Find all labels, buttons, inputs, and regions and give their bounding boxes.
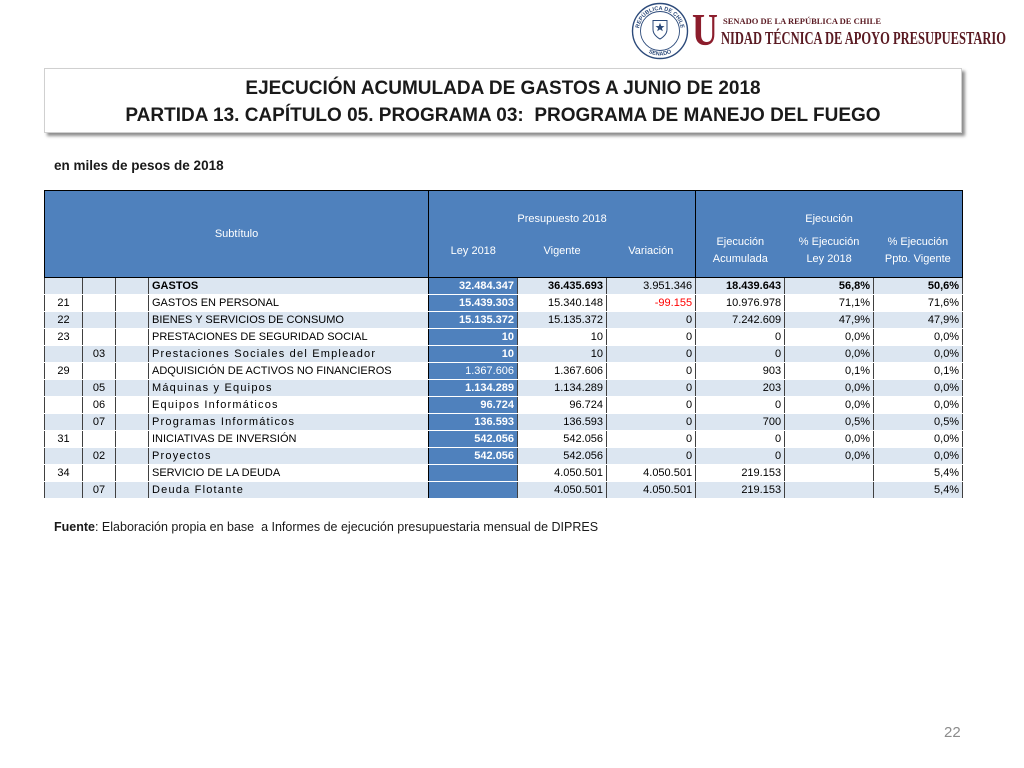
- item-cell: [83, 278, 116, 295]
- denominacion-cell: Programas Informáticos: [149, 414, 429, 431]
- vigente-cell: 36.435.693: [518, 278, 607, 295]
- vigente-cell: 542.056: [518, 448, 607, 465]
- header-line: % Ejecución: [887, 236, 949, 249]
- ejecucion-acumulada-cell: 0: [696, 448, 785, 465]
- vigente-cell: 10: [518, 329, 607, 346]
- asignacion-cell: [116, 278, 149, 295]
- subtitulo-cell: 31: [45, 431, 83, 448]
- ejecucion-acumulada-cell: 10.976.978: [696, 295, 785, 312]
- table-body: [45, 278, 963, 499]
- pct-ejecucion-vigente-cell: 50,6%: [874, 278, 963, 295]
- variacion-cell: 0: [607, 431, 696, 448]
- ley-2018-cell: 32.484.347: [429, 278, 518, 295]
- subtitulo-cell: 22: [45, 312, 83, 329]
- denominacion-cell: BIENES Y SERVICIOS DE CONSUMO: [149, 312, 429, 329]
- table-header-row: [45, 191, 963, 234]
- header-line: Acumulada: [712, 253, 768, 266]
- logo-initial: U: [692, 4, 718, 55]
- table-row: [45, 295, 963, 312]
- table-row: [45, 448, 963, 465]
- subtitulo-cell: 29: [45, 363, 83, 380]
- pct-ejecucion-vigente-cell: 0,0%: [874, 397, 963, 414]
- budget-execution-table: [44, 190, 963, 499]
- table-row: [45, 312, 963, 329]
- vigente-cell: 15.135.372: [518, 312, 607, 329]
- variacion-cell: 4.050.501: [607, 482, 696, 499]
- subtitulo-cell: [45, 278, 83, 295]
- subtitulo-cell: [45, 482, 83, 499]
- logo-senate-name: SENADO DE LA REPÚBLICA DE CHILE: [723, 16, 881, 26]
- header-line: % Ejecución: [798, 236, 860, 249]
- page-title: EJECUCIÓN ACUMULADA DE GASTOS A JUNIO DE 2018: [245, 78, 761, 99]
- ley-2018-cell: 10: [429, 346, 518, 363]
- ejecucion-acumulada-cell: 903: [696, 363, 785, 380]
- asignacion-cell: [116, 431, 149, 448]
- ejecucion-acumulada-cell: 18.439.643: [696, 278, 785, 295]
- ejecucion-acumulada-cell: 0: [696, 346, 785, 363]
- pct-ejecucion-ley-cell: 0,0%: [785, 448, 874, 465]
- pct-ejecucion-ley-cell: 71,1%: [785, 295, 874, 312]
- asignacion-cell: [116, 448, 149, 465]
- units-note: en miles de pesos de 2018: [54, 158, 224, 173]
- pct-ejecucion-vigente-cell: 0,1%: [874, 363, 963, 380]
- header-ley-2018: Ley 2018: [429, 234, 518, 278]
- variacion-cell: 0: [607, 312, 696, 329]
- subtitulo-cell: [45, 414, 83, 431]
- variacion-cell: 0: [607, 363, 696, 380]
- table-row: [45, 482, 963, 499]
- ley-2018-cell: 136.593: [429, 414, 518, 431]
- item-cell: 06: [83, 397, 116, 414]
- table-row: [45, 329, 963, 346]
- item-cell: [83, 363, 116, 380]
- vigente-cell: 1.134.289: [518, 380, 607, 397]
- ley-2018-cell: 96.724: [429, 397, 518, 414]
- denominacion-cell: GASTOS: [149, 278, 429, 295]
- subtitulo-cell: 21: [45, 295, 83, 312]
- ley-2018-cell: 10: [429, 329, 518, 346]
- subtitulo-cell: 34: [45, 465, 83, 482]
- denominacion-cell: Proyectos: [149, 448, 429, 465]
- ley-2018-cell: 1.367.606: [429, 363, 518, 380]
- asignacion-cell: [116, 312, 149, 329]
- variacion-cell: 3.951.346: [607, 278, 696, 295]
- ley-2018-cell: 542.056: [429, 431, 518, 448]
- header-pct-ejecucion-ley-2018: [785, 234, 874, 278]
- header-variacion: Variación: [607, 234, 696, 278]
- vigente-cell: 542.056: [518, 431, 607, 448]
- ley-2018-cell: 1.134.289: [429, 380, 518, 397]
- header-presupuesto-2018: Presupuesto 2018: [429, 191, 696, 234]
- header-pct-ejecucion-ppto-vigente: [874, 234, 963, 278]
- table-row: [45, 346, 963, 363]
- ley-2018-cell: 542.056: [429, 448, 518, 465]
- variacion-cell: 0: [607, 448, 696, 465]
- variacion-cell: 0: [607, 346, 696, 363]
- item-cell: [83, 329, 116, 346]
- pct-ejecucion-ley-cell: 47,9%: [785, 312, 874, 329]
- table-row: [45, 414, 963, 431]
- header-vigente: Vigente: [518, 234, 607, 278]
- denominacion-cell: Deuda Flotante: [149, 482, 429, 499]
- asignacion-cell: [116, 482, 149, 499]
- header-line: Ley 2018: [806, 253, 852, 266]
- denominacion-cell: ADQUISICIÓN DE ACTIVOS NO FINANCIEROS: [149, 363, 429, 380]
- pct-ejecucion-ley-cell: 0,0%: [785, 431, 874, 448]
- subtitulo-cell: [45, 397, 83, 414]
- ejecucion-acumulada-cell: 7.242.609: [696, 312, 785, 329]
- item-cell: 07: [83, 414, 116, 431]
- subtitulo-cell: 23: [45, 329, 83, 346]
- header-line: Ejecución: [716, 236, 765, 249]
- asignacion-cell: [116, 414, 149, 431]
- subtitulo-cell: [45, 346, 83, 363]
- denominacion-cell: GASTOS EN PERSONAL: [149, 295, 429, 312]
- pct-ejecucion-vigente-cell: 5,4%: [874, 482, 963, 499]
- vigente-cell: 15.340.148: [518, 295, 607, 312]
- pct-ejecucion-ley-cell: 0,0%: [785, 329, 874, 346]
- pct-ejecucion-ley-cell: 0,0%: [785, 397, 874, 414]
- item-cell: 07: [83, 482, 116, 499]
- item-cell: 03: [83, 346, 116, 363]
- variacion-cell: 4.050.501: [607, 465, 696, 482]
- item-cell: 02: [83, 448, 116, 465]
- pct-ejecucion-vigente-cell: 5,4%: [874, 465, 963, 482]
- variacion-cell: 0: [607, 380, 696, 397]
- page-subtitle: PARTIDA 13. CAPÍTULO 05. PROGRAMA 03: PROGRAMA DE MANEJO DEL FUEGO: [125, 105, 881, 126]
- pct-ejecucion-ley-cell: 0,0%: [785, 380, 874, 397]
- ley-2018-cell: 15.439.303: [429, 295, 518, 312]
- ejecucion-acumulada-cell: 0: [696, 329, 785, 346]
- star-icon: [656, 23, 665, 32]
- seal-bottom-text-path: SENADO: [647, 49, 673, 58]
- variacion-cell: 0: [607, 397, 696, 414]
- logo-unit-name: NIDAD TÉCNICA DE APOYO PRESUPUESTARIO: [721, 28, 1006, 49]
- table-row: [45, 363, 963, 380]
- denominacion-cell: Prestaciones Sociales del Empleador: [149, 346, 429, 363]
- page-number: 22: [944, 724, 961, 741]
- pct-ejecucion-vigente-cell: 0,0%: [874, 346, 963, 363]
- asignacion-cell: [116, 397, 149, 414]
- asignacion-cell: [116, 295, 149, 312]
- table-row: [45, 278, 963, 295]
- denominacion-cell: PRESTACIONES DE SEGURIDAD SOCIAL: [149, 329, 429, 346]
- header-line: Ppto. Vigente: [884, 253, 951, 266]
- denominacion-cell: Máquinas y Equipos: [149, 380, 429, 397]
- vigente-cell: 136.593: [518, 414, 607, 431]
- ejecucion-acumulada-cell: 203: [696, 380, 785, 397]
- item-cell: [83, 312, 116, 329]
- ejecucion-acumulada-cell: 219.153: [696, 482, 785, 499]
- ejecucion-acumulada-cell: 0: [696, 397, 785, 414]
- pct-ejecucion-vigente-cell: 0,0%: [874, 329, 963, 346]
- seal-top-text-path: REPÚBLICA DE CHILE: [635, 5, 685, 29]
- pct-ejecucion-ley-cell: [785, 482, 874, 499]
- table-row: [45, 465, 963, 482]
- vigente-cell: 1.367.606: [518, 363, 607, 380]
- pct-ejecucion-vigente-cell: 0,0%: [874, 448, 963, 465]
- item-cell: 05: [83, 380, 116, 397]
- ley-2018-cell: [429, 465, 518, 482]
- pct-ejecucion-ley-cell: 56,8%: [785, 278, 874, 295]
- denominacion-cell: Equipos Informáticos: [149, 397, 429, 414]
- ejecucion-acumulada-cell: 0: [696, 431, 785, 448]
- source-label: Fuente: [54, 520, 95, 534]
- item-cell: [83, 465, 116, 482]
- vigente-cell: 4.050.501: [518, 482, 607, 499]
- ejecucion-acumulada-cell: 700: [696, 414, 785, 431]
- asignacion-cell: [116, 465, 149, 482]
- asignacion-cell: [116, 329, 149, 346]
- vigente-cell: 4.050.501: [518, 465, 607, 482]
- variacion-cell: -99.155: [607, 295, 696, 312]
- pct-ejecucion-vigente-cell: 71,6%: [874, 295, 963, 312]
- subtitulo-cell: [45, 380, 83, 397]
- vigente-cell: 10: [518, 346, 607, 363]
- ejecucion-acumulada-cell: 219.153: [696, 465, 785, 482]
- pct-ejecucion-ley-cell: 0,0%: [785, 346, 874, 363]
- pct-ejecucion-vigente-cell: 47,9%: [874, 312, 963, 329]
- ley-2018-cell: [429, 482, 518, 499]
- asignacion-cell: [116, 363, 149, 380]
- table-row: [45, 431, 963, 448]
- pct-ejecucion-ley-cell: [785, 465, 874, 482]
- pct-ejecucion-vigente-cell: 0,0%: [874, 380, 963, 397]
- header-ejecucion: Ejecución: [696, 191, 963, 234]
- vigente-cell: 96.724: [518, 397, 607, 414]
- variacion-cell: 0: [607, 414, 696, 431]
- pct-ejecucion-ley-cell: 0,1%: [785, 363, 874, 380]
- table-row: [45, 397, 963, 414]
- item-cell: [83, 431, 116, 448]
- denominacion-cell: SERVICIO DE LA DEUDA: [149, 465, 429, 482]
- table-row: [45, 380, 963, 397]
- asignacion-cell: [116, 380, 149, 397]
- source-note: [54, 518, 598, 536]
- pct-ejecucion-vigente-cell: 0,0%: [874, 431, 963, 448]
- variacion-cell: 0: [607, 329, 696, 346]
- source-text: : Elaboración propia en base a Informes de ejecución presupuestaria mensual de DIPRES: [94, 520, 599, 534]
- title-box: [44, 68, 962, 133]
- header-ejecucion-acumulada: [696, 234, 785, 278]
- item-cell: [83, 295, 116, 312]
- pct-ejecucion-vigente-cell: 0,5%: [874, 414, 963, 431]
- asignacion-cell: [116, 346, 149, 363]
- ley-2018-cell: 15.135.372: [429, 312, 518, 329]
- senate-seal-logo: [629, 2, 691, 60]
- denominacion-cell: INICIATIVAS DE INVERSIÓN: [149, 431, 429, 448]
- header-subtitulo: Subtítulo: [45, 191, 429, 278]
- pct-ejecucion-ley-cell: 0,5%: [785, 414, 874, 431]
- subtitulo-cell: [45, 448, 83, 465]
